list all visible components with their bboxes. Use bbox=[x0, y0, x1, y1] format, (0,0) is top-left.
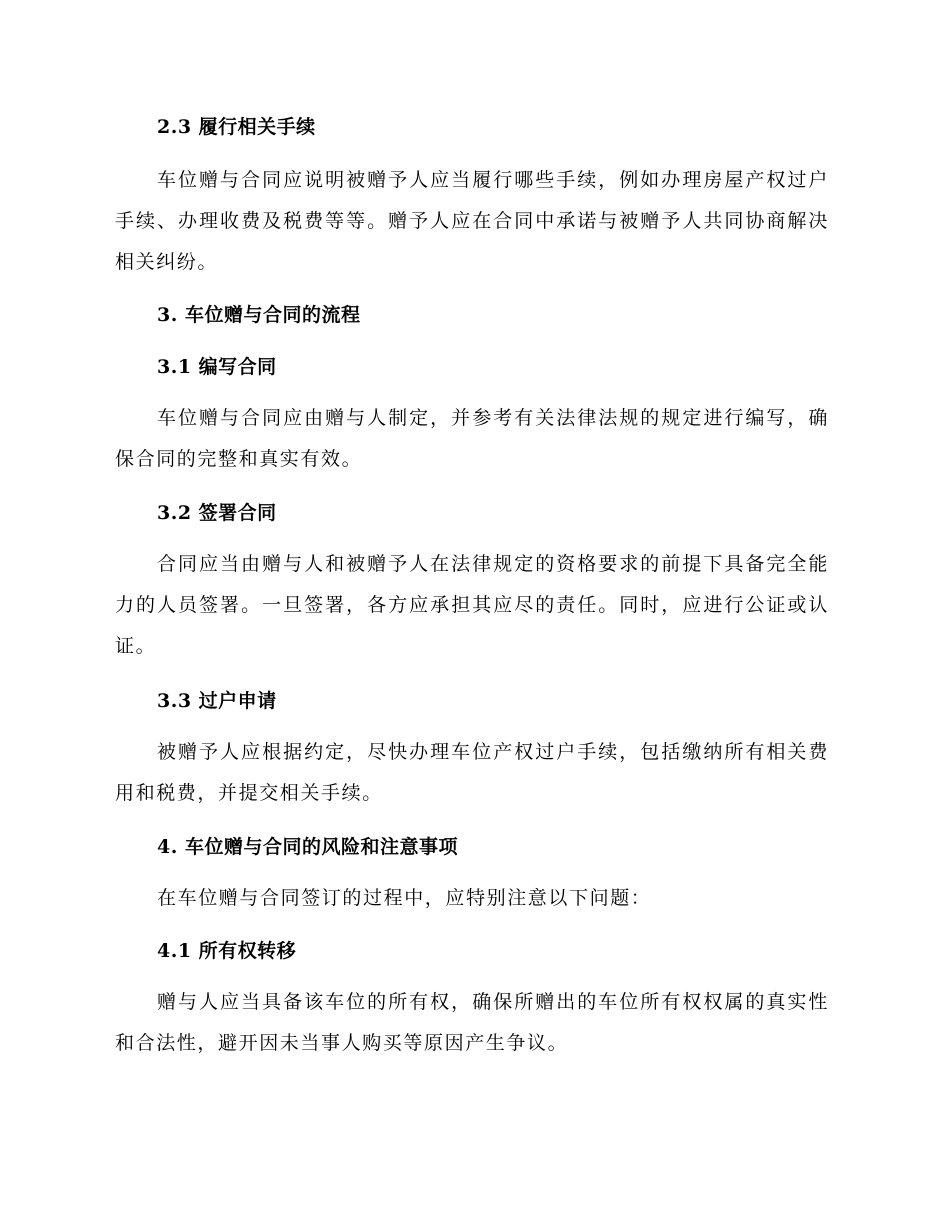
paragraph-2-3: 车位赠与合同应说明被赠予人应当履行哪些手续，例如办理房屋产权过户手续、办理收费及税费等等。赠予人应在合同中承诺与被赠予人共同协商解决相关纠纷。 bbox=[115, 169, 829, 273]
section-heading-4: 4. 车位赠与合同的风险和注意事项 bbox=[157, 836, 458, 858]
section-heading-2-3: 2.3 履行相关手续 bbox=[157, 116, 316, 138]
section-heading-3: 3. 车位赠与合同的流程 bbox=[157, 304, 361, 326]
paragraph-4-intro: 在车位赠与合同签订的过程中，应特别注意以下问题： bbox=[157, 887, 652, 909]
paragraph-4-1: 赠与人应当具备该车位的所有权，确保所赠出的车位所有权权属的真实性和合法性，避开因未当事人购买等原因产生争议。 bbox=[115, 991, 829, 1054]
section-heading-4-1: 4.1 所有权转移 bbox=[157, 940, 297, 962]
section-heading-3-1: 3.1 编写合同 bbox=[157, 356, 277, 378]
section-heading-3-3: 3.3 过户申请 bbox=[157, 690, 277, 712]
paragraph-3-3: 被赠予人应根据约定，尽快办理车位产权过户手续，包括缴纳所有相关费用和税费，并提交相关手续。 bbox=[115, 741, 829, 804]
paragraph-3-2: 合同应当由赠与人和被赠予人在法律规定的资格要求的前提下具备完全能力的人员签署。一旦签署，各方应承担其应尽的责任。同时，应进行公证或认证。 bbox=[115, 553, 829, 657]
paragraph-3-1: 车位赠与合同应由赠与人制定，并参考有关法律法规的规定进行编写，确保合同的完整和真实有效。 bbox=[115, 407, 829, 470]
section-heading-3-2: 3.2 签署合同 bbox=[157, 502, 277, 524]
